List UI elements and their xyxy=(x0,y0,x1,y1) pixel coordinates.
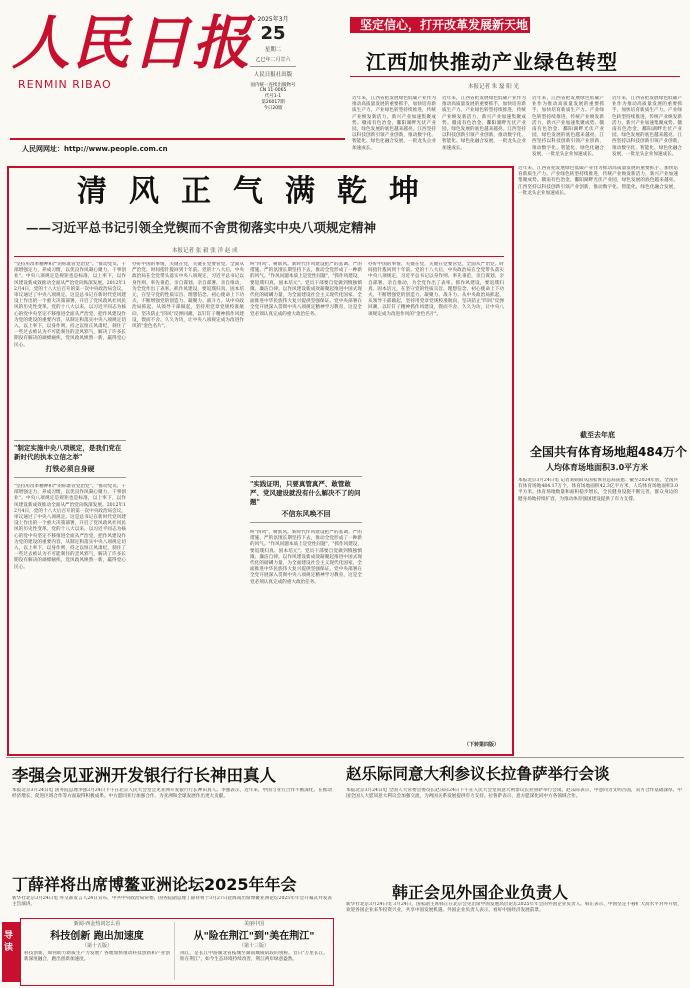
sports-kicker: 截至去年底 xyxy=(580,430,615,439)
masthead-logo xyxy=(12,10,282,78)
daodu-label: 导读 xyxy=(4,931,14,953)
slogan-text: 坚定信心，打开改革发展新天地 xyxy=(360,18,529,32)
box1[interactable] xyxy=(24,920,170,982)
date-block xyxy=(250,14,296,111)
box1-page: （第十五版） xyxy=(81,943,112,949)
box2[interactable] xyxy=(180,920,328,982)
han-zheng-body: 新华社北京3月24日电 3月24日，国家副主席韩正在北京会见出席中国发展高层论坛2025年年会的外国企业负责人。韩正表示，中国坚定不移扩大高水平对外开放，欢迎各国企业来华投资兴业，共享中国发展机遇。外国企业负责人表示，看好中国经济发展前景。 xyxy=(346,902,682,914)
weekday: 星期二 xyxy=(264,47,282,53)
box2-title: 从"险在荆江"到"美在荆江" xyxy=(193,931,315,942)
pull-quote-2 xyxy=(250,476,362,523)
han-zheng-title: 韩正会见外国企业负责人 xyxy=(392,883,569,902)
date-month: 2025年3月 xyxy=(257,16,289,23)
lead-subtitle: ——习近平总书记引领全党锲而不舍贯彻落实中央八项规定精神 xyxy=(26,220,377,235)
box2-page: （第十三版） xyxy=(238,943,269,949)
box1-title: 科技创新 跑出加速度 xyxy=(50,931,144,942)
date-day: 25 xyxy=(260,23,286,44)
code-number: 代号1-1 xyxy=(264,94,282,99)
pull-quote-2-sub: 不信东风唤不回 xyxy=(281,509,331,518)
box2-body: 荆江，是长江中游湖北省枝城至湖南城陵矶段的别称。昔日"万里长江，险在荆江"，如今生态环境持续改善，荆江两岸绿意盎然。 xyxy=(180,951,328,963)
ding-xuexiang-body: 新华社北京3月24日电 外交部发言人24日宣布，中共中央政治局常委、国务院副总理丁薛祥将于3月27日赴海南出席博鳌亚洲论坛2025年年会开幕式并发表主旨演讲。 xyxy=(12,896,332,908)
zhao-leji-title: 赵乐际同意大利参议长拉鲁萨举行会谈 xyxy=(346,765,610,783)
issn-label: 国内统一连续出版物号 xyxy=(250,83,296,88)
sports-body: 本报北京3月24日电 记者刘硕阳从国家体育总局获悉：截至2024年底，全国共有体育场地484.17万个，体育场地面积42.3亿平方米，人均体育场地面积3.0平方米。体育场地数量和面积稳步增长，全民健身设施不断完善，群众身边的健身场地持续扩容，为推动体育强国建设提供了有力支撑。 xyxy=(518,478,678,502)
banner-headline: 江西加快推动产业绿色转型 xyxy=(366,50,618,74)
pull-quote-2-text: "实践证明，只要真管真严、敢管敢严、党风建设就没有什么解决不了的问题" xyxy=(250,480,361,506)
lead-rule xyxy=(14,256,504,257)
lead-byline: 本报记者 张 毅 张 洋 赵 成 xyxy=(172,248,238,254)
box-separator xyxy=(174,922,175,980)
lead-col-4: 办好中国的事情，关键在党，关键在党要管党、全面从严治党。时间指针拨回到十年前。党的十八大后，中央政治局在全党带头落实中央八项规定，习近平总书记以身作则、率先垂范，亲自谋划、亲自部署、亲自推动，为全党作出了表率。抓作风建设，要返璞归真、固本培元，在坚守党的性质宗旨、理想信念、初心使命上下功夫，不断增强党的创造力、凝聚力、战斗力。从中央政治局抓起，从领导干部做起，坚持用党章党规校准航向，坚决防止"四风"反弹回潮，以钉钉子精神抓作风建设，锲而不舍、久久为功，让中央八项规定成为改进作风的"金色名片"。 xyxy=(368,262,504,317)
lunar-date: 乙巳年二月廿六 xyxy=(255,57,291,63)
zhao-leji-body: 本报北京3月24日电 全国人大常委会委员长赵乐际24日下午在人民大会堂同意大利参议长拉鲁萨举行会谈。赵乐际表示，中意同为文明古国，双方合作基础深厚，中国全国人大愿同意大利议会加强交流，为两国关系发展提供有力支持。拉鲁萨表示，意方愿深化同中方各领域合作。 xyxy=(346,788,682,800)
lead-col-3b: 纠"四风"、树新风。新时代作风建设把严的基调、严的措施、严的氛围长期坚持下去，推动全党形成了一种新的风气。"作风问题本质上是党性问题"，"抓作风建设，要返璞归真、固本培元"。党员干部要自觉做到慎独慎微、廉洁自律。以作风建设新成效凝聚起推进中国式现代化的磅礴力量，为全面建设社会主义现代化国家、全面推进中华民族伟大复兴提供坚强保证。党中央部署在全党开展深入贯彻中央八项规定精神学习教育，这是全党必须认真完成的重大政治任务。 xyxy=(250,530,362,585)
pull-quote-1 xyxy=(14,440,126,478)
ding-xuexiang-title: 丁薛祥将出席博鳌亚洲论坛2025年年会 xyxy=(12,875,297,894)
sports-title: 全国共有体育场地超484万个 xyxy=(530,445,688,459)
pull-quote-1-text: "制定实施中央八项规定，是我们党在新时代的执本立信之举" xyxy=(14,444,122,461)
website: 人民网网址：http://www.people.com.cn xyxy=(22,145,168,153)
lead-col-3: 纠"四风"、树新风。新时代作风建设把严的基调、严的措施、严的氛围长期坚持下去，推动全党形成了一种新的风气。"作风问题本质上是党性问题"，"抓作风建设，要返璞归真、固本培元"。党员干部要自觉做到慎独慎微、廉洁自律。以作风建设新成效凝聚起推进中国式现代化的磅礴力量，为全面建设社会主义现代化国家、全面推进中华民族伟大复兴提供坚强保证。党中央部署在全党开展深入贯彻中央八项规定精神学习教育，这是全党必须认真完成的重大政治任务。 xyxy=(250,262,362,317)
pull-quote-1-sub: 打铁必须自身硬 xyxy=(45,464,95,473)
right-article-col1: 近年来，江西省把发展绿色低碳产业作为推动高质量发展的重要抓手，加快培育新质生产力。产业绿色转型持续推进，传统产业焕发新活力，新兴产业加速集聚成势。赣南有色冶金、鄱阳湖畔光伏产业园，绿色发展的底色越来越亮。江西坚持以科技创新引领产业创新，推动数字化、智能化、绿色化融合发展，一批龙头企业加速成长。 xyxy=(518,166,678,196)
box1-body: 科技创新，如何助力新质生产力发展？各地加快推动科技创新和产业创新深度融合，跑出创新加速度。 xyxy=(24,951,170,963)
page-count: 今日20版 xyxy=(263,106,283,111)
lead-col-1: "坚持用改革精神和严的标准管党治党"。"推动党员、干部增强定力，养成习惯，以优良作风凝心聚力，干事创业"。中央八项规定是规矩也是标准，以上率下，以作风建设新成效推动全面从严治党向纵深发展。2012年12月4日，党的十八大后召开的第一次中央政治局会议，审议通过了中央八项规定。这是总书记在新时代党风建设上作出的一个重大决策部署，开启了党风政风社风民风的历史性变革。党的十八大以来，以习近平同志为核心的党中央坚定不移推进全面从严治党，把作风建设作为党的建设的重要内容，从制定和落实中央八项规定切入，以上率下，以身作则，持之以恒正风肃纪，刹住了一些过去被认为不可能刹住的歪风邪气，解决了许多长期没有解决的顽瘴痼疾，党风政风焕然一新，赢得党心民心。 xyxy=(14,262,126,348)
lead-col-2: 办好中国的事情，关键在党，关键在党要管党、全面从严治党。时间指针拨回到十年前。党的十八大后，中央政治局在全党带头落实中央八项规定，习近平总书记以身作则、率先垂范，亲自谋划、亲自部署、亲自推动，为全党作出了表率。抓作风建设，要返璞归真、固本培元，在坚守党的性质宗旨、理想信念、初心使命上下功夫，不断增强党的创造力、凝聚力、战斗力。从中央政治局抓起，从领导干部做起，坚持用党章党规校准航向，坚决防止"四风"反弹回潮，以钉钉子精神抓作风建设，锲而不舍、久久为功，让中央八项规定成为改进作风的"金色名片"。 xyxy=(132,262,244,330)
lead-title: 清风正气满乾坤 xyxy=(77,174,441,209)
masthead-rule xyxy=(10,138,345,140)
masthead-title: 人民日报 xyxy=(12,9,253,77)
issue-number: 第26017期 xyxy=(261,100,285,105)
banner-article-col1: 近年来，江西省把发展绿色低碳产业作为推动高质量发展的重要抓手，加快培育新质生产力。产业绿色转型持续推进，传统产业焕发新活力，新兴产业加速集聚成势。赣南有色冶金、鄱阳湖畔光伏产业园，绿色发展的底色越来越亮。江西坚持以科技创新引领产业创新，推动数字化、智能化、绿色化融合发展，一批龙头企业加速成长。 xyxy=(352,96,436,151)
lead-continued: （下转第四版） xyxy=(464,742,500,748)
sports-subtitle: 人均体育场地面积3.0平方米 xyxy=(546,463,649,472)
banner-byline: 本报记者 朱 磊 阳 光 xyxy=(468,84,519,90)
banner-article-col4: 近年来，江西省把发展绿色低碳产业作为推动高质量发展的重要抓手，加快培育新质生产力。产业绿色转型持续推进，传统产业焕发新活力，新兴产业加速集聚成势。赣南有色冶金、鄱阳湖畔光伏产业园，绿色发展的底色越来越亮。江西坚持以科技创新引领产业创新，推动数字化、智能化、绿色化融合发展，一批龙头企业加速成长。 xyxy=(612,96,682,157)
bottom-divider xyxy=(6,757,684,758)
box1-kicker: 新闻·西金热词怎么看 xyxy=(73,921,121,927)
box2-kicker: 美丽中国 xyxy=(243,921,264,927)
banner-article-col3: 近年来，江西省把发展绿色低碳产业作为推动高质量发展的重要抓手，加快培育新质生产力。产业绿色转型持续推进，传统产业焕发新活力，新兴产业加速集聚成势。赣南有色冶金、鄱阳湖畔光伏产业园，绿色发展的底色越来越亮。江西坚持以科技创新引领产业创新，推动数字化、智能化、绿色化融合发展，一批龙头企业加速成长。 xyxy=(532,96,604,157)
li-qiang-body: 本报北京3月24日电 国务院总理李强3月24日下午在北京人民大会堂会见亚洲开发银行行长神田真人。李强表示，近年来，中国与亚行合作不断深化，在推动经济增长、促进区域合作等方面取得积极成果。中方愿同亚行加强合作，为亚洲和全球发展作出更大贡献。 xyxy=(12,788,332,800)
masthead-pinyin: RENMIN RIBAO xyxy=(18,78,112,91)
banner-article-col2: 近年来，江西省把发展绿色低碳产业作为推动高质量发展的重要抓手，加快培育新质生产力。产业绿色转型持续推进，传统产业焕发新活力，新兴产业加速集聚成势。赣南有色冶金、鄱阳湖畔光伏产业园，绿色发展的底色越来越亮。江西坚持以科技创新引领产业创新，推动数字化、智能化、绿色化融合发展，一批龙头企业加速成长。 xyxy=(442,96,526,151)
banner-rule xyxy=(350,76,680,77)
cn-number: CN 11-0065 xyxy=(259,88,287,93)
li-qiang-title: 李强会见亚洲开发银行行长神田真人 xyxy=(12,766,276,785)
publisher: 人民日报社出版 xyxy=(253,72,293,78)
lead-col-1b: "坚持用改革精神和严的标准管党治党"。"推动党员、干部增强定力，养成习惯，以优良作风凝心聚力，干事创业"。中央八项规定是规矩也是标准，以上率下，以作风建设新成效推动全面从严治党向纵深发展。2012年12月4日，党的十八大后召开的第一次中央政治局会议，审议通过了中央八项规定。这是总书记在新时代党风建设上作出的一个重大决策部署，开启了党风政风社风民风的历史性变革。党的十八大以来，以习近平同志为核心的党中央坚定不移推进全面从严治党，把作风建设作为党的建设的重要内容，从制定和落实中央八项规定切入，以上率下，以身作则，持之以恒正风肃纪，刹住了一些过去被认为不可能刹住的歪风邪气，解决了许多长期没有解决的顽瘴痼疾，党风政风焕然一新，赢得党心民心。 xyxy=(14,484,126,570)
